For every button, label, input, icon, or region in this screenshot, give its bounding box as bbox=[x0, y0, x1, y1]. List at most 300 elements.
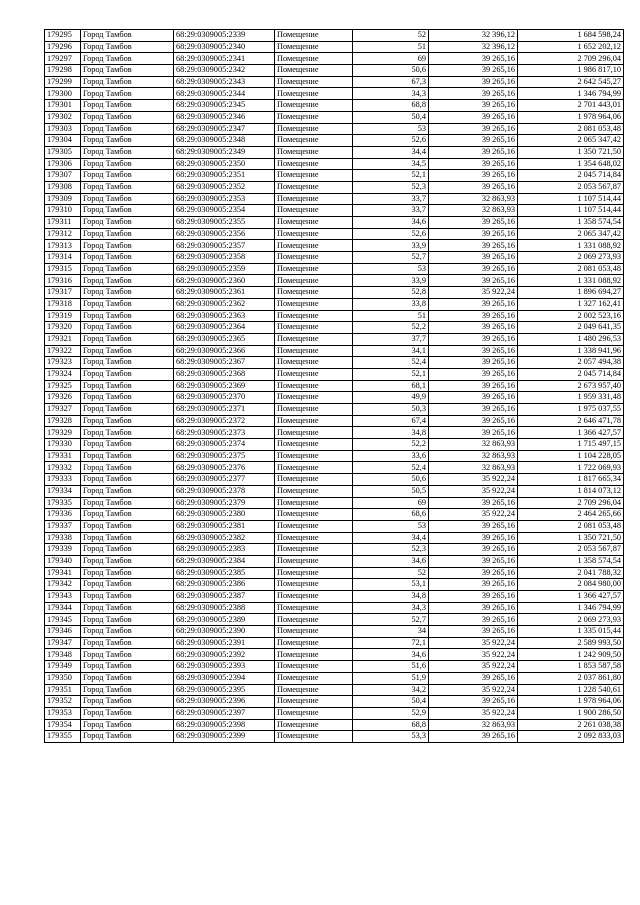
area-cell: 52,9 bbox=[353, 707, 429, 719]
object-type-cell: Помещение bbox=[275, 252, 353, 264]
locality-cell: Город Тамбов bbox=[81, 30, 174, 42]
locality-cell: Город Тамбов bbox=[81, 100, 174, 112]
area-cell: 33,7 bbox=[353, 193, 429, 205]
object-type-cell: Помещение bbox=[275, 614, 353, 626]
row-number-cell: 179300 bbox=[45, 88, 81, 100]
area-cell: 52,2 bbox=[353, 322, 429, 334]
row-number-cell: 179335 bbox=[45, 497, 81, 509]
object-type-cell: Помещение bbox=[275, 380, 353, 392]
table-row bbox=[45, 707, 624, 719]
cadastral-number-cell: 68:29:0309005:2359 bbox=[174, 263, 275, 275]
object-type-cell: Помещение bbox=[275, 181, 353, 193]
specific-value-cell: 39 265,16 bbox=[429, 146, 518, 158]
area-cell: 33,9 bbox=[353, 275, 429, 287]
specific-value-cell: 39 265,16 bbox=[429, 322, 518, 334]
object-type-cell: Помещение bbox=[275, 509, 353, 521]
row-number-cell: 179309 bbox=[45, 193, 81, 205]
cadastral-number-cell: 68:29:0309005:2388 bbox=[174, 602, 275, 614]
cadastral-value-cell: 2 081 053,48 bbox=[518, 263, 624, 275]
cadastral-number-cell: 68:29:0309005:2356 bbox=[174, 228, 275, 240]
locality-cell: Город Тамбов bbox=[81, 427, 174, 439]
locality-cell: Город Тамбов bbox=[81, 146, 174, 158]
cadastral-number-cell: 68:29:0309005:2365 bbox=[174, 333, 275, 345]
cadastral-value-cell: 1 959 331,48 bbox=[518, 392, 624, 404]
object-type-cell: Помещение bbox=[275, 263, 353, 275]
area-cell: 52,7 bbox=[353, 614, 429, 626]
cadastral-value-cell: 1 715 497,15 bbox=[518, 439, 624, 451]
row-number-cell: 179341 bbox=[45, 567, 81, 579]
locality-cell: Город Тамбов bbox=[81, 88, 174, 100]
table-row bbox=[45, 497, 624, 509]
object-type-cell: Помещение bbox=[275, 707, 353, 719]
area-cell: 50,6 bbox=[353, 474, 429, 486]
cadastral-value-cell: 1 358 574,54 bbox=[518, 217, 624, 229]
table-row bbox=[45, 357, 624, 369]
area-cell: 68,8 bbox=[353, 719, 429, 731]
cadastral-number-cell: 68:29:0309005:2384 bbox=[174, 555, 275, 567]
area-cell: 50,3 bbox=[353, 404, 429, 416]
row-number-cell: 179303 bbox=[45, 123, 81, 135]
row-number-cell: 179343 bbox=[45, 591, 81, 603]
table-row bbox=[45, 462, 624, 474]
area-cell: 34,6 bbox=[353, 217, 429, 229]
locality-cell: Город Тамбов bbox=[81, 287, 174, 299]
specific-value-cell: 39 265,16 bbox=[429, 427, 518, 439]
locality-cell: Город Тамбов bbox=[81, 509, 174, 521]
cadastral-number-cell: 68:29:0309005:2364 bbox=[174, 322, 275, 334]
cadastral-number-cell: 68:29:0309005:2381 bbox=[174, 520, 275, 532]
object-type-cell: Помещение bbox=[275, 322, 353, 334]
area-cell: 53,1 bbox=[353, 579, 429, 591]
area-cell: 34,8 bbox=[353, 427, 429, 439]
cadastral-number-cell: 68:29:0309005:2395 bbox=[174, 684, 275, 696]
specific-value-cell: 32 863,93 bbox=[429, 193, 518, 205]
table-row bbox=[45, 263, 624, 275]
cadastral-value-cell: 1 242 909,50 bbox=[518, 649, 624, 661]
area-cell: 34,5 bbox=[353, 158, 429, 170]
cadastral-number-cell: 68:29:0309005:2363 bbox=[174, 310, 275, 322]
area-cell: 34,8 bbox=[353, 591, 429, 603]
row-number-cell: 179307 bbox=[45, 170, 81, 182]
cadastral-value-cell: 2 084 980,00 bbox=[518, 579, 624, 591]
cadastral-value-cell: 1 228 540,61 bbox=[518, 684, 624, 696]
table-row bbox=[45, 252, 624, 264]
area-cell: 51 bbox=[353, 310, 429, 322]
specific-value-cell: 32 396,12 bbox=[429, 30, 518, 42]
object-type-cell: Помещение bbox=[275, 591, 353, 603]
locality-cell: Город Тамбов bbox=[81, 591, 174, 603]
row-number-cell: 179311 bbox=[45, 217, 81, 229]
cadastral-number-cell: 68:29:0309005:2349 bbox=[174, 146, 275, 158]
object-type-cell: Помещение bbox=[275, 439, 353, 451]
locality-cell: Город Тамбов bbox=[81, 170, 174, 182]
locality-cell: Город Тамбов bbox=[81, 532, 174, 544]
specific-value-cell: 35 922,24 bbox=[429, 661, 518, 673]
locality-cell: Город Тамбов bbox=[81, 181, 174, 193]
row-number-cell: 179330 bbox=[45, 439, 81, 451]
row-number-cell: 179321 bbox=[45, 333, 81, 345]
locality-cell: Город Тамбов bbox=[81, 626, 174, 638]
cadastral-number-cell: 68:29:0309005:2362 bbox=[174, 298, 275, 310]
cadastral-number-cell: 68:29:0309005:2342 bbox=[174, 65, 275, 77]
row-number-cell: 179337 bbox=[45, 520, 81, 532]
locality-cell: Город Тамбов bbox=[81, 333, 174, 345]
cadastral-value-cell: 1 338 941,96 bbox=[518, 345, 624, 357]
object-type-cell: Помещение bbox=[275, 450, 353, 462]
table-row bbox=[45, 415, 624, 427]
specific-value-cell: 35 922,24 bbox=[429, 707, 518, 719]
locality-cell: Город Тамбов bbox=[81, 661, 174, 673]
object-type-cell: Помещение bbox=[275, 76, 353, 88]
area-cell: 53,3 bbox=[353, 731, 429, 743]
table-row bbox=[45, 661, 624, 673]
area-cell: 33,6 bbox=[353, 450, 429, 462]
object-type-cell: Помещение bbox=[275, 474, 353, 486]
area-cell: 52,6 bbox=[353, 135, 429, 147]
locality-cell: Город Тамбов bbox=[81, 602, 174, 614]
object-type-cell: Помещение bbox=[275, 217, 353, 229]
cadastral-value-cell: 2 081 053,48 bbox=[518, 520, 624, 532]
cadastral-number-cell: 68:29:0309005:2346 bbox=[174, 111, 275, 123]
row-number-cell: 179320 bbox=[45, 322, 81, 334]
area-cell: 50,6 bbox=[353, 65, 429, 77]
table-row bbox=[45, 474, 624, 486]
cadastral-value-cell: 2 057 494,38 bbox=[518, 357, 624, 369]
object-type-cell: Помещение bbox=[275, 65, 353, 77]
cadastral-number-cell: 68:29:0309005:2378 bbox=[174, 485, 275, 497]
table-row bbox=[45, 509, 624, 521]
area-cell: 34,4 bbox=[353, 146, 429, 158]
specific-value-cell: 39 265,16 bbox=[429, 217, 518, 229]
object-type-cell: Помещение bbox=[275, 719, 353, 731]
cadastral-value-cell: 2 642 545,27 bbox=[518, 76, 624, 88]
locality-cell: Город Тамбов bbox=[81, 555, 174, 567]
table-row bbox=[45, 298, 624, 310]
locality-cell: Город Тамбов bbox=[81, 380, 174, 392]
cadastral-value-cell: 2 092 833,03 bbox=[518, 731, 624, 743]
cadastral-value-cell: 1 366 427,57 bbox=[518, 591, 624, 603]
area-cell: 52,4 bbox=[353, 462, 429, 474]
locality-cell: Город Тамбов bbox=[81, 228, 174, 240]
cadastral-value-cell: 2 002 523,16 bbox=[518, 310, 624, 322]
cadastral-value-cell: 1 978 964,06 bbox=[518, 111, 624, 123]
specific-value-cell: 39 265,16 bbox=[429, 310, 518, 322]
locality-cell: Город Тамбов bbox=[81, 649, 174, 661]
cadastral-value-cell: 1 107 514,44 bbox=[518, 193, 624, 205]
locality-cell: Город Тамбов bbox=[81, 404, 174, 416]
row-number-cell: 179354 bbox=[45, 719, 81, 731]
object-type-cell: Помещение bbox=[275, 555, 353, 567]
specific-value-cell: 39 265,16 bbox=[429, 497, 518, 509]
specific-value-cell: 39 265,16 bbox=[429, 579, 518, 591]
row-number-cell: 179301 bbox=[45, 100, 81, 112]
row-number-cell: 179296 bbox=[45, 41, 81, 53]
area-cell: 34,3 bbox=[353, 602, 429, 614]
cadastral-number-cell: 68:29:0309005:2348 bbox=[174, 135, 275, 147]
specific-value-cell: 39 265,16 bbox=[429, 181, 518, 193]
area-cell: 72,1 bbox=[353, 637, 429, 649]
area-cell: 52,6 bbox=[353, 228, 429, 240]
locality-cell: Город Тамбов bbox=[81, 240, 174, 252]
table-row bbox=[45, 392, 624, 404]
cadastral-value-cell: 2 069 273,93 bbox=[518, 252, 624, 264]
table-row bbox=[45, 181, 624, 193]
table-row bbox=[45, 287, 624, 299]
cadastral-value-cell: 1 722 069,93 bbox=[518, 462, 624, 474]
cadastral-value-cell: 1 480 296,53 bbox=[518, 333, 624, 345]
specific-value-cell: 39 265,16 bbox=[429, 544, 518, 556]
locality-cell: Город Тамбов bbox=[81, 275, 174, 287]
row-number-cell: 179318 bbox=[45, 298, 81, 310]
area-cell: 37,7 bbox=[353, 333, 429, 345]
cadastral-value-cell: 1 350 721,50 bbox=[518, 532, 624, 544]
locality-cell: Город Тамбов bbox=[81, 544, 174, 556]
object-type-cell: Помещение bbox=[275, 287, 353, 299]
cadastral-value-cell: 2 065 347,42 bbox=[518, 228, 624, 240]
object-type-cell: Помещение bbox=[275, 111, 353, 123]
cadastral-value-cell: 1 335 015,44 bbox=[518, 626, 624, 638]
cadastral-number-cell: 68:29:0309005:2392 bbox=[174, 649, 275, 661]
cadastral-number-cell: 68:29:0309005:2357 bbox=[174, 240, 275, 252]
locality-cell: Город Тамбов bbox=[81, 298, 174, 310]
object-type-cell: Помещение bbox=[275, 485, 353, 497]
locality-cell: Город Тамбов bbox=[81, 672, 174, 684]
table-row bbox=[45, 76, 624, 88]
locality-cell: Город Тамбов bbox=[81, 135, 174, 147]
locality-cell: Город Тамбов bbox=[81, 368, 174, 380]
object-type-cell: Помещение bbox=[275, 53, 353, 65]
object-type-cell: Помещение bbox=[275, 427, 353, 439]
cadastral-number-cell: 68:29:0309005:2373 bbox=[174, 427, 275, 439]
area-cell: 33,8 bbox=[353, 298, 429, 310]
area-cell: 53 bbox=[353, 263, 429, 275]
object-type-cell: Помещение bbox=[275, 368, 353, 380]
cadastral-value-cell: 2 709 296,04 bbox=[518, 497, 624, 509]
cadastral-value-cell: 1 346 794,99 bbox=[518, 88, 624, 100]
cadastral-number-cell: 68:29:0309005:2355 bbox=[174, 217, 275, 229]
locality-cell: Город Тамбов bbox=[81, 719, 174, 731]
cadastral-number-cell: 68:29:0309005:2385 bbox=[174, 567, 275, 579]
document-page bbox=[44, 29, 624, 743]
locality-cell: Город Тамбов bbox=[81, 263, 174, 275]
specific-value-cell: 39 265,16 bbox=[429, 591, 518, 603]
row-number-cell: 179317 bbox=[45, 287, 81, 299]
object-type-cell: Помещение bbox=[275, 520, 353, 532]
specific-value-cell: 39 265,16 bbox=[429, 532, 518, 544]
cadastral-number-cell: 68:29:0309005:2340 bbox=[174, 41, 275, 53]
row-number-cell: 179336 bbox=[45, 509, 81, 521]
table-row bbox=[45, 672, 624, 684]
table-row bbox=[45, 532, 624, 544]
area-cell: 52,7 bbox=[353, 252, 429, 264]
specific-value-cell: 35 922,24 bbox=[429, 649, 518, 661]
row-number-cell: 179349 bbox=[45, 661, 81, 673]
row-number-cell: 179331 bbox=[45, 450, 81, 462]
table-row bbox=[45, 345, 624, 357]
row-number-cell: 179304 bbox=[45, 135, 81, 147]
area-cell: 69 bbox=[353, 497, 429, 509]
locality-cell: Город Тамбов bbox=[81, 497, 174, 509]
area-cell: 34,6 bbox=[353, 555, 429, 567]
specific-value-cell: 39 265,16 bbox=[429, 170, 518, 182]
table-row bbox=[45, 380, 624, 392]
table-row bbox=[45, 649, 624, 661]
object-type-cell: Помещение bbox=[275, 228, 353, 240]
cadastral-number-cell: 68:29:0309005:2391 bbox=[174, 637, 275, 649]
specific-value-cell: 39 265,16 bbox=[429, 555, 518, 567]
area-cell: 33,7 bbox=[353, 205, 429, 217]
specific-value-cell: 35 922,24 bbox=[429, 287, 518, 299]
table-row bbox=[45, 205, 624, 217]
cadastral-number-cell: 68:29:0309005:2399 bbox=[174, 731, 275, 743]
cadastral-value-cell: 2 261 038,38 bbox=[518, 719, 624, 731]
area-cell: 52,1 bbox=[353, 170, 429, 182]
cadastral-value-cell: 1 354 648,02 bbox=[518, 158, 624, 170]
row-number-cell: 179295 bbox=[45, 30, 81, 42]
area-cell: 51 bbox=[353, 41, 429, 53]
table-row bbox=[45, 100, 624, 112]
locality-cell: Город Тамбов bbox=[81, 637, 174, 649]
area-cell: 50,4 bbox=[353, 111, 429, 123]
table-row bbox=[45, 310, 624, 322]
specific-value-cell: 39 265,16 bbox=[429, 567, 518, 579]
cadastral-value-cell: 1 346 794,99 bbox=[518, 602, 624, 614]
table-row bbox=[45, 637, 624, 649]
specific-value-cell: 39 265,16 bbox=[429, 415, 518, 427]
object-type-cell: Помещение bbox=[275, 696, 353, 708]
cadastral-number-cell: 68:29:0309005:2366 bbox=[174, 345, 275, 357]
row-number-cell: 179325 bbox=[45, 380, 81, 392]
locality-cell: Город Тамбов bbox=[81, 731, 174, 743]
locality-cell: Город Тамбов bbox=[81, 53, 174, 65]
cadastral-number-cell: 68:29:0309005:2372 bbox=[174, 415, 275, 427]
area-cell: 68,1 bbox=[353, 380, 429, 392]
specific-value-cell: 35 922,24 bbox=[429, 684, 518, 696]
row-number-cell: 179328 bbox=[45, 415, 81, 427]
cadastral-number-cell: 68:29:0309005:2376 bbox=[174, 462, 275, 474]
row-number-cell: 179348 bbox=[45, 649, 81, 661]
object-type-cell: Помещение bbox=[275, 404, 353, 416]
table-row bbox=[45, 146, 624, 158]
row-number-cell: 179319 bbox=[45, 310, 81, 322]
cadastral-number-cell: 68:29:0309005:2341 bbox=[174, 53, 275, 65]
specific-value-cell: 39 265,16 bbox=[429, 731, 518, 743]
row-number-cell: 179324 bbox=[45, 368, 81, 380]
cadastral-value-cell: 2 673 957,40 bbox=[518, 380, 624, 392]
table-row bbox=[45, 30, 624, 42]
table-row bbox=[45, 485, 624, 497]
specific-value-cell: 32 863,93 bbox=[429, 462, 518, 474]
locality-cell: Город Тамбов bbox=[81, 357, 174, 369]
specific-value-cell: 39 265,16 bbox=[429, 65, 518, 77]
table-row bbox=[45, 123, 624, 135]
row-number-cell: 179352 bbox=[45, 696, 81, 708]
row-number-cell: 179305 bbox=[45, 146, 81, 158]
row-number-cell: 179339 bbox=[45, 544, 81, 556]
object-type-cell: Помещение bbox=[275, 170, 353, 182]
area-cell: 52 bbox=[353, 567, 429, 579]
row-number-cell: 179346 bbox=[45, 626, 81, 638]
cadastral-value-cell: 2 069 273,93 bbox=[518, 614, 624, 626]
cadastral-value-cell: 1 327 162,41 bbox=[518, 298, 624, 310]
cadastral-value-cell: 1 331 088,92 bbox=[518, 275, 624, 287]
cadastral-value-cell: 1 986 817,10 bbox=[518, 65, 624, 77]
area-cell: 51,6 bbox=[353, 661, 429, 673]
cadastral-value-cell: 2 646 471,78 bbox=[518, 415, 624, 427]
cadastral-value-cell: 1 358 574,54 bbox=[518, 555, 624, 567]
table-row bbox=[45, 684, 624, 696]
cadastral-value-cell: 2 037 861,80 bbox=[518, 672, 624, 684]
cadastral-value-cell: 1 366 427,57 bbox=[518, 427, 624, 439]
cadastral-value-cell: 2 045 714,84 bbox=[518, 170, 624, 182]
specific-value-cell: 39 265,16 bbox=[429, 263, 518, 275]
row-number-cell: 179345 bbox=[45, 614, 81, 626]
object-type-cell: Помещение bbox=[275, 100, 353, 112]
cadastral-value-cell: 1 814 073,12 bbox=[518, 485, 624, 497]
object-type-cell: Помещение bbox=[275, 544, 353, 556]
object-type-cell: Помещение bbox=[275, 298, 353, 310]
locality-cell: Город Тамбов bbox=[81, 345, 174, 357]
area-cell: 67,4 bbox=[353, 415, 429, 427]
table-row bbox=[45, 450, 624, 462]
row-number-cell: 179347 bbox=[45, 637, 81, 649]
row-number-cell: 179297 bbox=[45, 53, 81, 65]
cadastral-number-cell: 68:29:0309005:2379 bbox=[174, 497, 275, 509]
cadastral-value-cell: 2 041 788,32 bbox=[518, 567, 624, 579]
row-number-cell: 179338 bbox=[45, 532, 81, 544]
locality-cell: Город Тамбов bbox=[81, 322, 174, 334]
cadastral-value-cell: 1 975 037,55 bbox=[518, 404, 624, 416]
object-type-cell: Помещение bbox=[275, 275, 353, 287]
cadastral-value-cell: 2 045 714,84 bbox=[518, 368, 624, 380]
row-number-cell: 179313 bbox=[45, 240, 81, 252]
object-type-cell: Помещение bbox=[275, 579, 353, 591]
area-cell: 50,4 bbox=[353, 696, 429, 708]
object-type-cell: Помещение bbox=[275, 637, 353, 649]
specific-value-cell: 39 265,16 bbox=[429, 135, 518, 147]
locality-cell: Город Тамбов bbox=[81, 579, 174, 591]
table-row bbox=[45, 439, 624, 451]
table-row bbox=[45, 404, 624, 416]
locality-cell: Город Тамбов bbox=[81, 450, 174, 462]
locality-cell: Город Тамбов bbox=[81, 205, 174, 217]
object-type-cell: Помещение bbox=[275, 41, 353, 53]
specific-value-cell: 39 265,16 bbox=[429, 100, 518, 112]
specific-value-cell: 39 265,16 bbox=[429, 368, 518, 380]
object-type-cell: Помещение bbox=[275, 392, 353, 404]
specific-value-cell: 39 265,16 bbox=[429, 240, 518, 252]
table-row bbox=[45, 614, 624, 626]
specific-value-cell: 39 265,16 bbox=[429, 298, 518, 310]
table-row bbox=[45, 579, 624, 591]
table-row bbox=[45, 555, 624, 567]
table-row bbox=[45, 158, 624, 170]
table-row bbox=[45, 602, 624, 614]
specific-value-cell: 32 863,93 bbox=[429, 439, 518, 451]
locality-cell: Город Тамбов bbox=[81, 474, 174, 486]
specific-value-cell: 39 265,16 bbox=[429, 672, 518, 684]
cadastral-number-cell: 68:29:0309005:2351 bbox=[174, 170, 275, 182]
cadastral-number-cell: 68:29:0309005:2343 bbox=[174, 76, 275, 88]
table-row bbox=[45, 240, 624, 252]
row-number-cell: 179329 bbox=[45, 427, 81, 439]
cadastral-number-cell: 68:29:0309005:2368 bbox=[174, 368, 275, 380]
locality-cell: Город Тамбов bbox=[81, 252, 174, 264]
area-cell: 34,4 bbox=[353, 532, 429, 544]
table-row bbox=[45, 520, 624, 532]
object-type-cell: Помещение bbox=[275, 497, 353, 509]
locality-cell: Город Тамбов bbox=[81, 76, 174, 88]
